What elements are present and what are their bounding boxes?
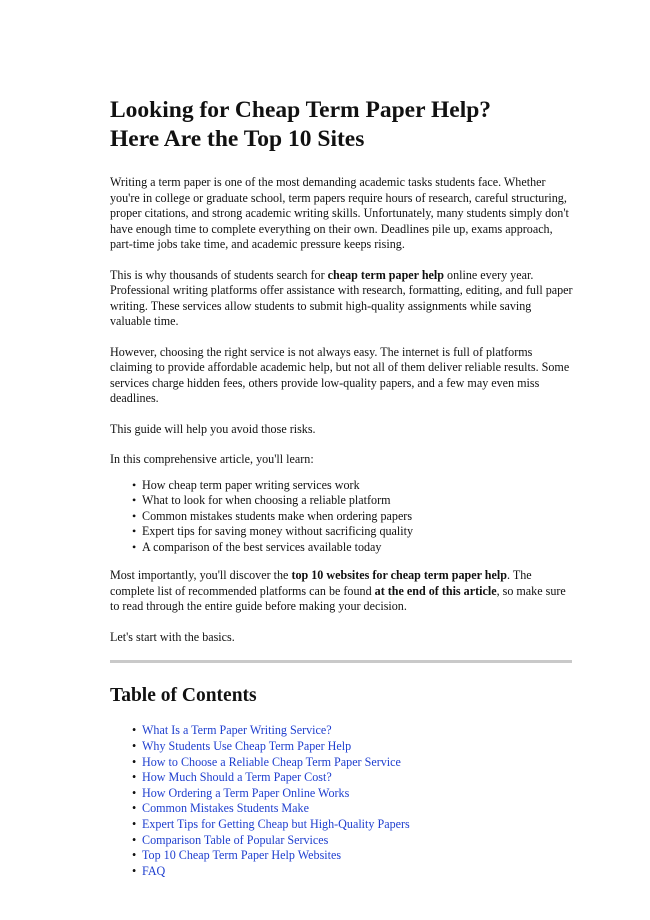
title-line-2: Here Are the Top 10 Sites: [110, 126, 365, 152]
p6-bold-top10: top 10 websites for cheap term paper help: [291, 568, 507, 583]
toc-item: [132, 770, 574, 786]
section-divider: [110, 660, 572, 663]
p6-bold-end-of-article: at the end of this article: [374, 583, 497, 598]
title-line-1: Looking for Cheap Term Paper Help?: [110, 97, 492, 123]
paragraph-start-basics: Let's start with the basics.: [110, 629, 235, 644]
p2-text-after: online every year. Professional writing platforms offer assistance with research, formatting, editing, and full paper writing. These services allow students to submit high-quality assignments while saving valuable time.: [110, 267, 573, 328]
learn-list-item: • What to look for when choosing a reliable platform: [132, 493, 574, 509]
toc-item: [132, 848, 574, 864]
paragraph-choosing: However, choosing the right service is not always easy. The internet is full of platforms claiming to provide affordable academic help, but not all of them deliver reliable results. Some services charge hidden fees, others provide low-quality papers, and a few may even miss deadlines.: [110, 344, 570, 405]
toc-heading: Table of Contents: [110, 685, 257, 707]
article: [110, 96, 574, 879]
paragraph-guide-help: This guide will help you avoid those risks.: [110, 421, 316, 436]
toc-item: [132, 833, 574, 849]
p6-text-mid: . The complete list of recommended platforms can be found: [110, 568, 532, 598]
toc-link-comparison-table[interactable]: Comparison Table of Popular Services: [142, 832, 329, 847]
toc-item: [132, 801, 574, 817]
toc-item: [132, 739, 574, 755]
toc-item: [132, 755, 574, 771]
toc-link-ordering[interactable]: How Ordering a Term Paper Online Works: [142, 785, 350, 800]
toc-link-how-to-choose[interactable]: How to Choose a Reliable Cheap Term Paper Service: [142, 754, 401, 769]
toc-link-why-students[interactable]: Why Students Use Cheap Term Paper Help: [142, 739, 352, 754]
learn-list-item: • A comparison of the best services available today: [132, 540, 574, 556]
learn-list-item: • Common mistakes students make when ordering papers: [132, 509, 574, 525]
paragraph-most-importantly: [110, 568, 574, 615]
toc-link-top-10[interactable]: Top 10 Cheap Term Paper Help Websites: [142, 848, 342, 863]
learn-list-item: • How cheap term paper writing services work: [132, 478, 574, 494]
toc-item: [132, 817, 574, 833]
learn-list-item: • Expert tips for saving money without sacrificing quality: [132, 524, 574, 540]
toc-link-faq[interactable]: FAQ: [142, 863, 166, 878]
toc-link-term-paper-service[interactable]: What Is a Term Paper Writing Service?: [142, 723, 332, 738]
p2-bold-keyword: cheap term paper help: [327, 267, 445, 282]
paragraph-search-reason: [110, 268, 574, 330]
toc-item: [132, 864, 574, 880]
toc-link-common-mistakes[interactable]: Common Mistakes Students Make: [142, 801, 309, 816]
intro-paragraph: Writing a term paper is one of the most demanding academic tasks students face. Whether you're in college or graduate school, term papers require hours of research, careful structuring, proper citations, and strong academic writing skills. Unfortunately, many students simply don't have enough time to complete everything on their own. Deadlines pile up, exams approach, part-time jobs take time, and academic pressure keeps rising.: [110, 175, 569, 251]
toc-list: [110, 723, 574, 879]
toc-link-expert-tips[interactable]: Expert Tips for Getting Cheap but High-Quality Papers: [142, 817, 410, 832]
toc-item: [132, 786, 574, 802]
page-title: [110, 96, 574, 154]
learn-list: [110, 478, 574, 556]
paragraph-learn-intro: In this comprehensive article, you'll learn:: [110, 452, 314, 466]
p6-text-before: Most importantly, you'll discover the: [110, 568, 292, 583]
p6-text-after: , so make sure to read through the entire guide before making your decision.: [110, 583, 566, 614]
p2-text-before: This is why thousands of students search for: [110, 267, 328, 282]
toc-item: [132, 723, 574, 739]
toc-link-cost[interactable]: How Much Should a Term Paper Cost?: [142, 770, 332, 785]
